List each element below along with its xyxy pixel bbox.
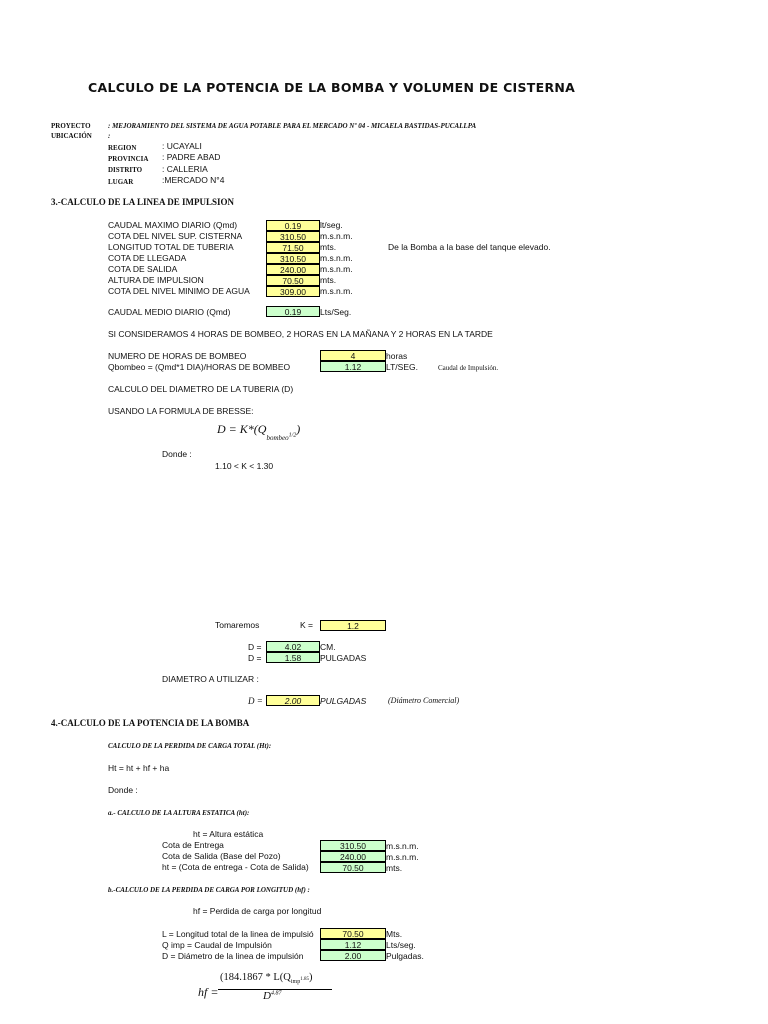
row-value: 309.00 (266, 286, 320, 297)
perdida-total-subheading: CALCULO DE LA PERDIDA DE CARGA TOTAL (Ht): (108, 742, 272, 750)
lugar-label: LUGAR (108, 178, 134, 186)
row-label: CAUDAL MAXIMO DIARIO (Qmd) (108, 220, 238, 230)
bresse-formula-sub: bombeo (266, 434, 289, 443)
distrito-value: : CALLERIA (162, 164, 208, 174)
bresse-formula-sup: 1/2 (288, 433, 297, 440)
d-final-unit: PULGADAS (320, 696, 367, 706)
k-value: 1.2 (320, 620, 386, 631)
row-label: COTA DEL NIVEL SUP. CISTERNA (108, 231, 243, 241)
row-value: 0.19 (266, 220, 320, 231)
hf-num-sub: imp (290, 979, 301, 986)
a-row-unit: m.s.n.m. (386, 841, 419, 851)
row-unit: mts. (320, 242, 337, 252)
row-unit: m.s.n.m. (320, 264, 353, 274)
b-row-value: 70.50 (320, 928, 386, 939)
row-value: 240.00 (266, 264, 320, 275)
b-row-unit: Lts/seg. (386, 940, 416, 950)
horas-unit: horas (386, 351, 408, 361)
b-row-label: L = Longitud total de la linea de impulsió (162, 929, 314, 939)
a-row-label: ht = (Cota de entrega - Cota de Salida) (162, 862, 309, 872)
bresse-formula (217, 422, 301, 443)
a-row-unit: mts. (386, 863, 403, 873)
d-final-label: D = (248, 696, 263, 706)
longitud-note: De la Bomba a la base del tanque elevado. (388, 242, 551, 252)
k-label: K = (300, 620, 313, 630)
hf-definition: hf = Perdida de carga por longitud (193, 906, 322, 916)
a-row-value: 310.50 (320, 840, 386, 851)
qbombeo-note: Caudal de Impulsión. (438, 364, 499, 372)
lugar-value: :MERCADO N°4 (162, 175, 225, 185)
altura-estatica-subheading: a.- CALCULO DE LA ALTURA ESTATICA (ht): (108, 809, 250, 817)
hf-den-sup: 4.87 (270, 990, 282, 997)
qbombeo-label: Qbombeo = (Qmd*1 DIA)/HORAS DE BOMBEO (108, 362, 291, 372)
section-3-heading: 3.-CALCULO DE LA LINEA DE IMPULSION (51, 197, 235, 207)
row-label: LONGITUD TOTAL DE TUBERIA (108, 242, 234, 252)
k-range: 1.10 < K < 1.30 (215, 461, 274, 471)
region-value: : UCAYALI (162, 141, 202, 151)
hf-formula-denominator (263, 990, 281, 1002)
bresse-text: USANDO LA FORMULA DE BRESSE: (108, 406, 254, 416)
d-final-value: 2.00 (266, 695, 320, 706)
proyecto-label: PROYECTO (51, 122, 91, 130)
ubicacion-value: : (108, 132, 111, 140)
row-value: 70.50 (266, 275, 320, 286)
b-row-label: Q imp = Caudal de Impulsión (162, 940, 272, 950)
row-value: 310.50 (266, 253, 320, 264)
a-row-label: Cota de Entrega (162, 840, 224, 850)
row-unit: m.s.n.m. (320, 253, 353, 263)
distrito-label: DISTRITO (108, 166, 143, 174)
row-label: COTA DE LLEGADA (108, 253, 187, 263)
row-unit: m.s.n.m. (320, 231, 353, 241)
d-pulg-label: D = (248, 653, 262, 663)
diametro-utilizar-label: DIAMETRO A UTILIZAR : (162, 674, 259, 684)
hf-num-sup: 1.85 (300, 977, 309, 983)
ht-formula: Ht = ht + hf + ha (108, 763, 170, 773)
row-unit: lt/seg. (320, 220, 343, 230)
caudal-medio-value: 0.19 (266, 306, 320, 317)
d-pulg-unit: PULGADAS (320, 653, 367, 663)
a-row-value: 240.00 (320, 851, 386, 862)
row-unit: m.s.n.m. (320, 286, 353, 296)
caudal-medio-label: CAUDAL MEDIO DIARIO (Qmd) (108, 307, 231, 317)
b-row-unit: Mts. (386, 929, 403, 939)
hf-den-text: D (263, 990, 271, 1002)
consider-text: SI CONSIDERAMOS 4 HORAS DE BOMBEO, 2 HORAS EN LA MAÑANA Y 2 HORAS EN LA TARDE (108, 329, 493, 339)
horas-value: 4 (320, 350, 386, 361)
row-label: ALTURA DE IMPULSION (108, 275, 204, 285)
d-cm-unit: CM. (320, 642, 336, 652)
horas-label: NUMERO DE HORAS DE BOMBEO (108, 351, 247, 361)
donde-label: Donde : (162, 449, 192, 459)
a-row-label: Cota de Salida (Base del Pozo) (162, 851, 281, 861)
row-unit: mts. (320, 275, 337, 285)
donde-label-2: Donde : (108, 785, 138, 795)
row-label: COTA DE SALIDA (108, 264, 178, 274)
b-row-label: D = Diámetro de la linea de impulsión (162, 951, 304, 961)
b-row-unit: Pulgadas. (386, 951, 424, 961)
perdida-longitud-subheading: b.-CALCULO DE LA PERDIDA DE CARGA POR LONGITUD (hf) : (108, 886, 310, 894)
provincia-value: : PADRE ABAD (162, 152, 221, 162)
caudal-medio-unit: Lts/Seg. (320, 307, 352, 317)
hf-num-end: ) (308, 972, 313, 983)
tomaremos-label: Tomaremos (215, 620, 260, 630)
section-4-heading: 4.-CALCULO DE LA POTENCIA DE LA BOMBA (51, 718, 250, 728)
hf-formula-lhs: hf = (198, 985, 219, 999)
ubicacion-label: UBICACIÓN (51, 132, 92, 140)
page-title: CALCULO DE LA POTENCIA DE LA BOMBA Y VOLUMEN DE CISTERNA (88, 80, 576, 95)
a-row-value: 70.50 (320, 862, 386, 873)
diam-calc-text: CALCULO DEL DIAMETRO DE LA TUBERIA (D) (108, 384, 294, 394)
qbombeo-unit: LT/SEG. (386, 362, 418, 372)
hf-formula-numerator (220, 972, 312, 985)
provincia-label: PROVINCIA (108, 155, 149, 163)
bresse-formula-lhs: D = K*(Q (217, 422, 267, 436)
a-row-unit: m.s.n.m. (386, 852, 419, 862)
proyecto-value: : MEJORAMIENTO DEL SISTEMA DE AGUA POTABLE PARA EL MERCADO Nº 04 - MICAELA BASTIDAS-PUCALLPA (108, 122, 477, 130)
d-pulg-value: 1.58 (266, 652, 320, 663)
region-label: REGION (108, 144, 137, 152)
d-cm-label: D = (248, 642, 262, 652)
row-value: 71.50 (266, 242, 320, 253)
bresse-formula-rhs: ) (296, 422, 301, 436)
b-row-value: 1.12 (320, 939, 386, 950)
row-label: COTA DEL NIVEL MINIMO DE AGUA (108, 286, 250, 296)
qbombeo-value: 1.12 (320, 361, 386, 372)
d-final-note: (Diámetro Comercial) (388, 696, 460, 705)
ht-definition: ht = Altura estática (193, 829, 264, 839)
row-value: 310.50 (266, 231, 320, 242)
b-row-value: 2.00 (320, 950, 386, 961)
hf-num-text: (184.1867 * L(Q (220, 972, 291, 983)
d-cm-value: 4.02 (266, 641, 320, 652)
